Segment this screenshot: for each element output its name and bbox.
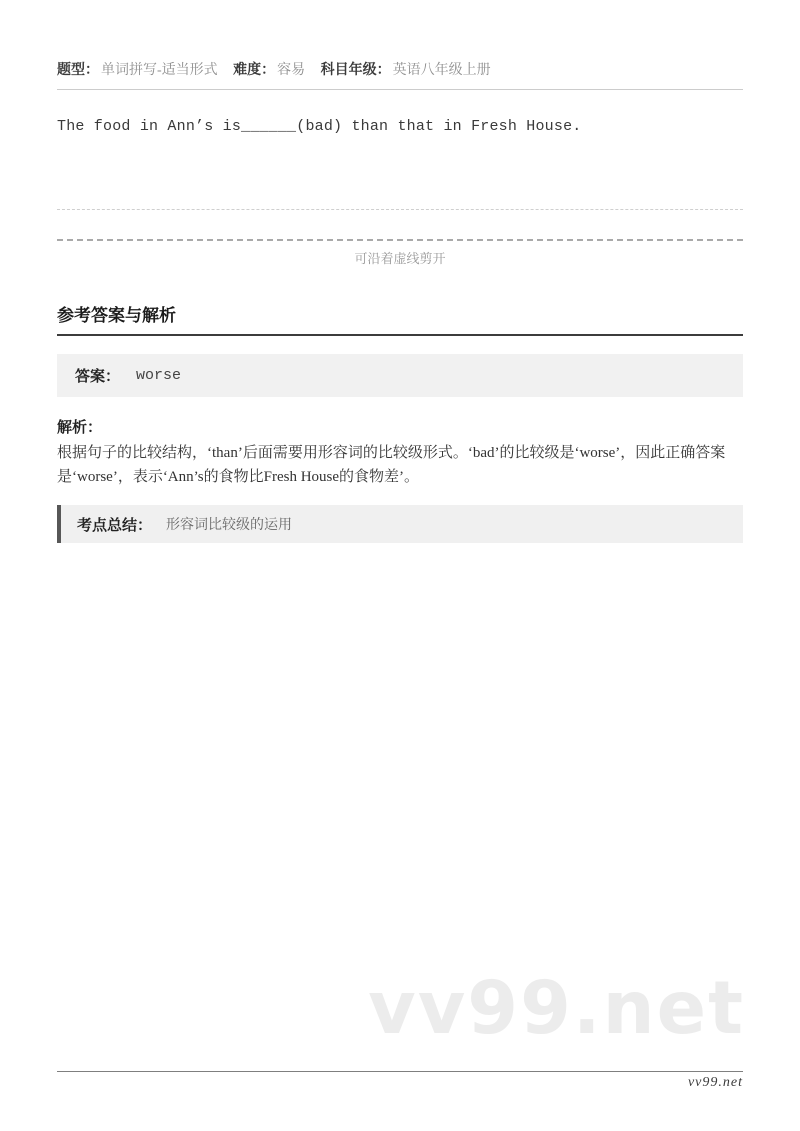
exam-point-summary-box (57, 505, 743, 543)
meta-value-subject-grade: 英语八年级上册 (392, 63, 491, 78)
answer-section-divider (57, 334, 743, 336)
footer-site-text: vv99.net (687, 1075, 743, 1090)
meta-subject-grade (321, 63, 491, 78)
page-content (0, 0, 800, 543)
meta-label-difficulty: 难度： (233, 63, 276, 78)
meta-label-type: 题型： (57, 63, 99, 78)
cut-dashed-line-thin (57, 209, 743, 210)
meta-value-type: 单词拼写-适当形式 (101, 63, 218, 78)
cut-dashed-line-thick (57, 239, 743, 241)
cut-hint-text: 可沿着虚线剪开 (354, 251, 446, 266)
summary-label: 考点总结： (77, 517, 153, 534)
question-meta-row (57, 0, 743, 80)
answer-box (57, 354, 743, 397)
meta-question-type (57, 63, 221, 78)
answer-value: worse (136, 367, 182, 384)
page-footer (57, 1071, 743, 1091)
answer-section-title: 参考答案与解析 (57, 306, 176, 325)
analysis-label: 解析： (57, 420, 103, 436)
meta-difficulty (233, 63, 309, 78)
watermark-text: vv99.net (368, 966, 745, 1051)
analysis-text: 根据句子的比较结构，‘than’后面需要用形容词的比较级形式。‘bad’的比较级是‘worse’，因此正确答案是‘worse’，表示‘Ann’s的食物比Fresh House的食物差’。 (57, 445, 726, 485)
meta-label-subject-grade: 科目年级： (320, 63, 391, 78)
header-divider (57, 89, 743, 90)
summary-value: 形容词比较级的运用 (166, 518, 293, 533)
answer-label: 答案： (75, 369, 121, 385)
footer-divider (57, 1071, 743, 1072)
meta-value-difficulty: 容易 (277, 63, 306, 78)
question-text: The food in Ann’s is______(bad) than that in Fresh House. (57, 118, 582, 135)
analysis-block (57, 418, 743, 489)
